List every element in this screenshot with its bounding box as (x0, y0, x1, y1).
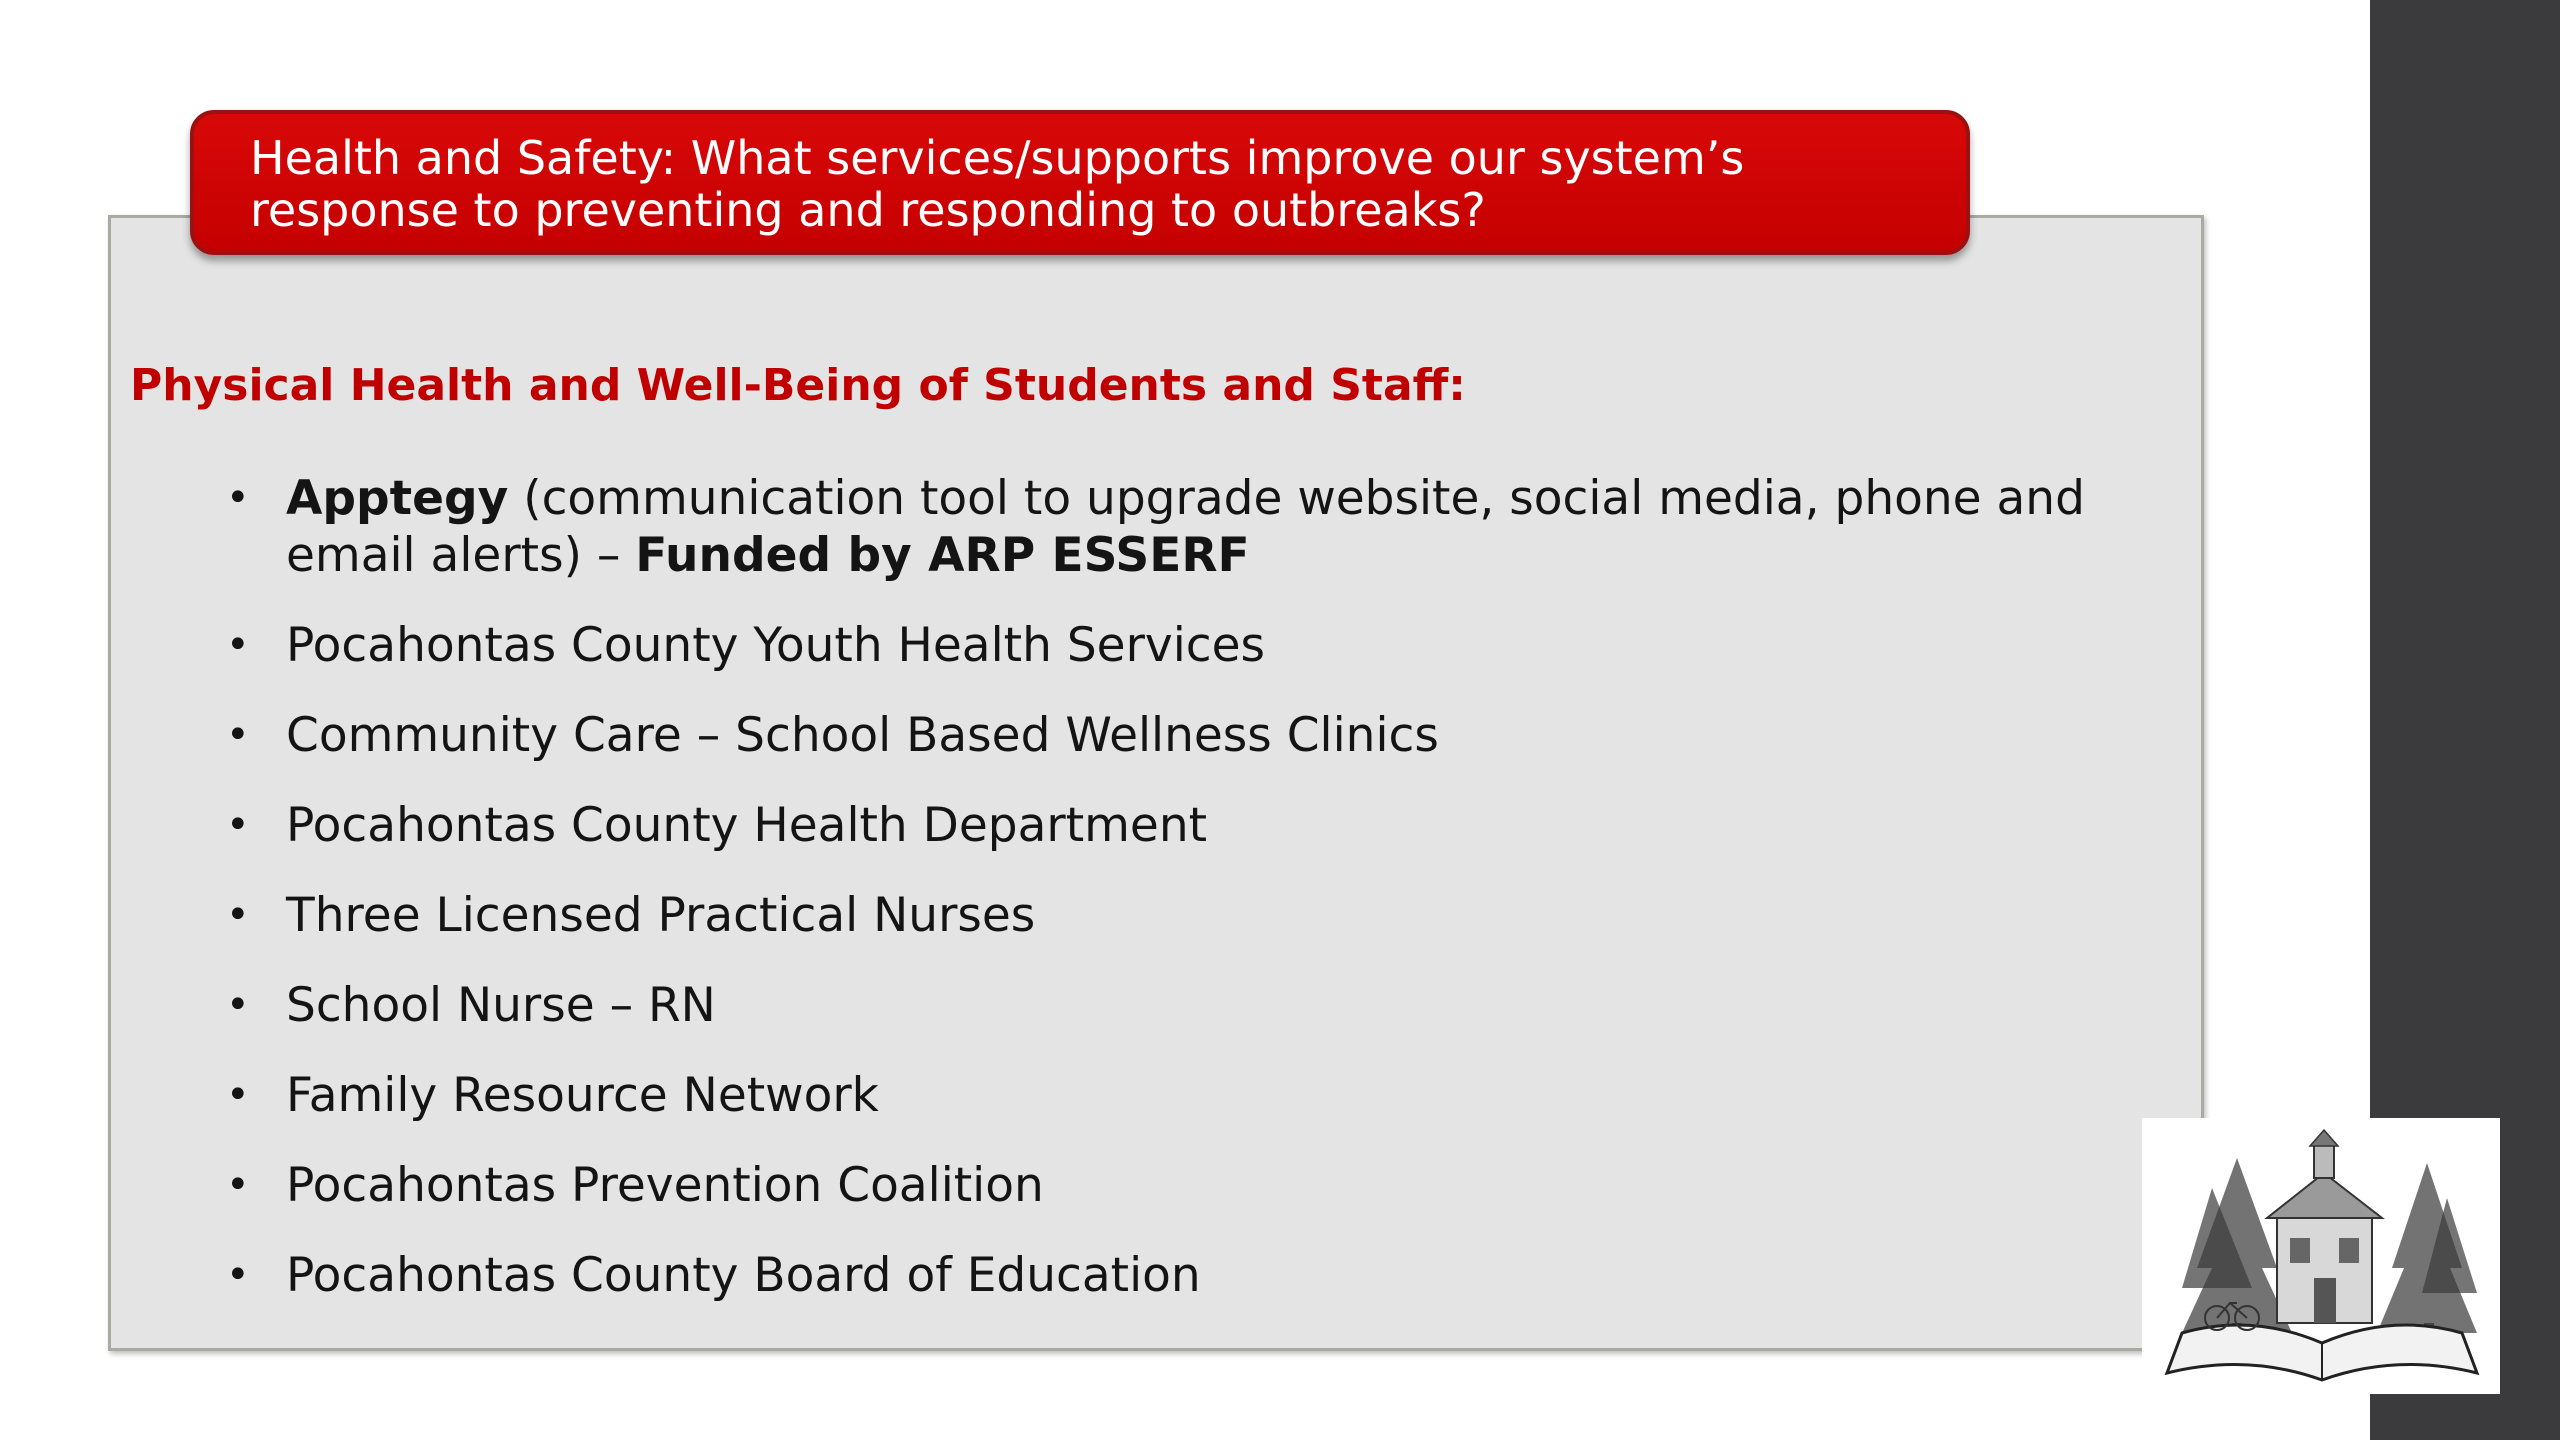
list-item-apptegy (226, 470, 2146, 584)
school-logo (2142, 1118, 2500, 1394)
title-banner (190, 110, 1970, 255)
list-item: • School Nurse – RN (226, 977, 2146, 1034)
apptegy-description: (communication tool to upgrade website, social media, phone and email alerts) – (286, 471, 2085, 583)
list-item: • Pocahontas County Health Department (226, 797, 2146, 854)
schoolhouse-logo-icon (2142, 1118, 2500, 1394)
list-item: • Pocahontas Prevention Coalition (226, 1157, 2146, 1214)
section-heading: Physical Health and Well-Being of Students and Staff: (130, 360, 1466, 411)
list-item: • Family Resource Network (226, 1067, 2146, 1124)
list-item: • Community Care – School Based Wellness Clinics (226, 707, 2146, 764)
apptegy-label: Apptegy (286, 471, 509, 526)
services-list (226, 470, 2146, 1337)
list-item: • Pocahontas County Board of Education (226, 1247, 2146, 1304)
funding-note: Funded by ARP ESSERF (635, 528, 1250, 583)
list-item: • Pocahontas County Youth Health Services (226, 617, 2146, 674)
list-item: • Three Licensed Practical Nurses (226, 887, 2146, 944)
title-line-2: response to preventing and responding to outbreaks? (250, 183, 1486, 237)
title-line-1: Health and Safety: What services/supports improve our system’s (250, 131, 1745, 185)
